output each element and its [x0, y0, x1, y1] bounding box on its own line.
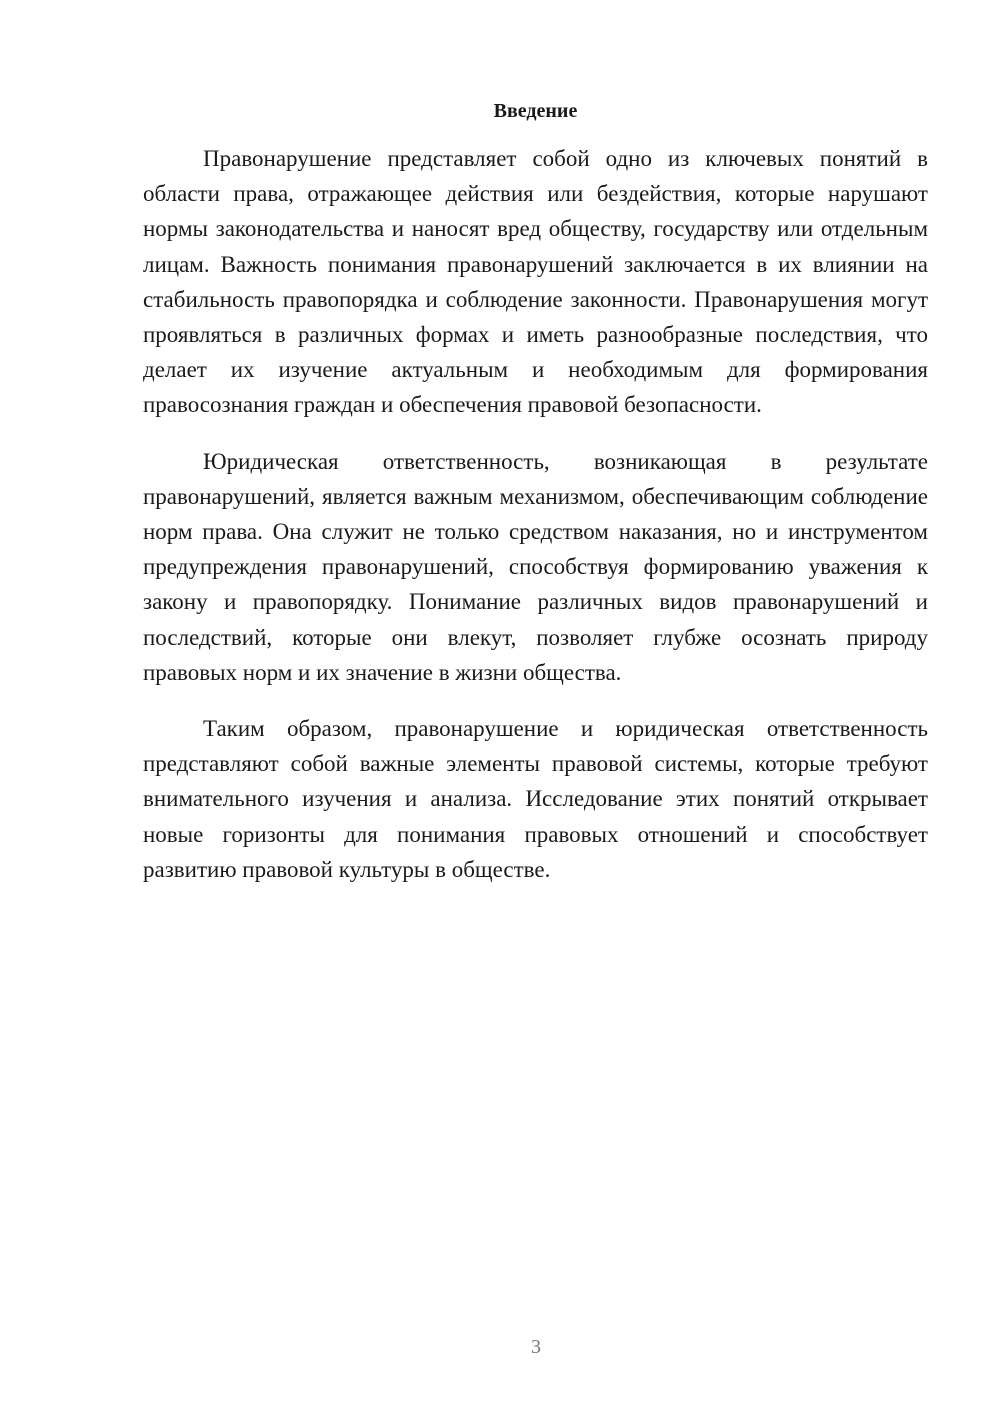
paragraph-2: Юридическая ответственность, возникающая в результате правонарушений, является важным механизмом, обеспечивающим соблюдение норм права. Она служит не только средством наказания, но и инструментом предупреждения правонарушений, способствуя формированию уважения к закону и правопорядку. Понимание различных видов правонарушений и последствий, которые они влекут, позволяет глубже осознать природу правовых норм и их значение в жизни общества.: [143, 448, 928, 685]
section-heading: Введение: [493, 100, 578, 122]
paragraph-3: Таким образом, правонарушение и юридическая ответственность представляют собой важные элементы правовой системы, которые требуют внимательного изучения и анализа. Исследование этих понятий открывает новые горизонты для понимания правовых отношений и способствует развитию правовой культуры в обществе.: [143, 716, 928, 882]
body-text: [143, 141, 928, 908]
page-number: 3: [531, 1336, 541, 1358]
paragraph-1: Правонарушение представляет собой одно из ключевых понятий в области права, отражающее действия или бездействия, которые нарушают нормы законодательства и наносят вред обществу, государству или отдельным лицам. Важность понимания правонарушений заключается в их влиянии на стабильность правопорядка и соблюдение законности. Правонарушения могут проявляться в различных формах и иметь разнообразные последствия, что делает их изучение актуальным и необходимым для формирования правосознания граждан и обеспечения правовой безопасности.: [143, 146, 928, 418]
